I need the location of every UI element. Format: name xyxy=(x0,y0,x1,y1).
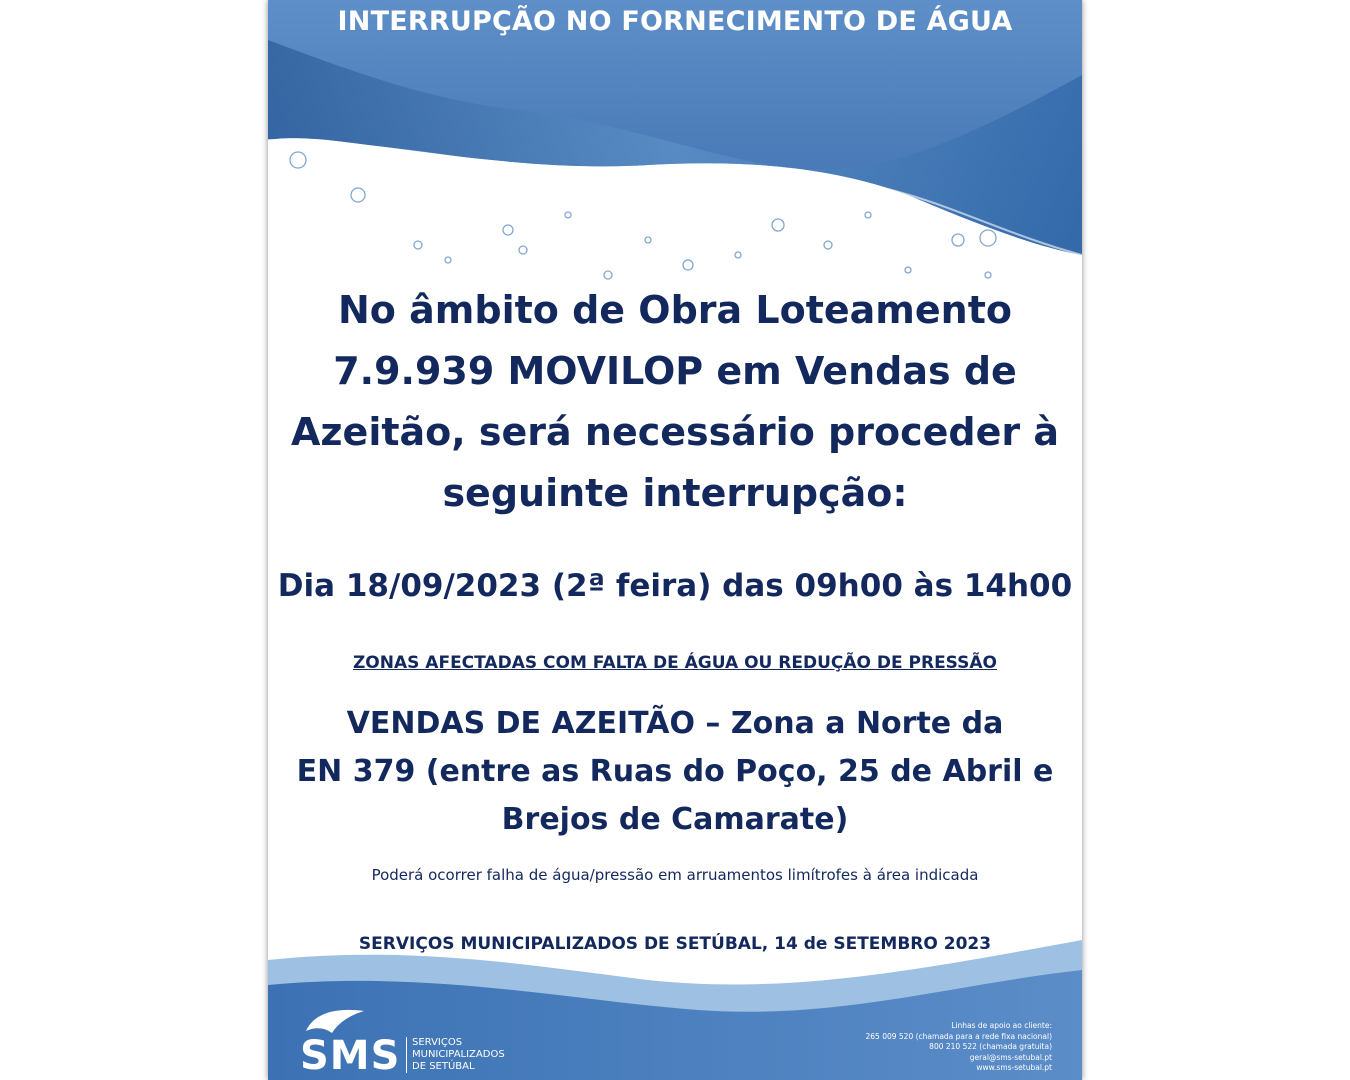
sms-logo xyxy=(300,1005,520,1080)
intro-line: No âmbito de Obra Loteamento xyxy=(337,288,1013,332)
interruption-date: Dia 18/09/2023 (2ª feira) das 09h00 às 14h00 xyxy=(277,568,1073,604)
zone-line: EN 379 (entre as Ruas do Poço, 25 de Abril e xyxy=(296,754,1054,789)
intro-line: 7.9.939 MOVILOP em Vendas de xyxy=(333,349,1017,393)
affected-zones-description xyxy=(288,700,1062,844)
zone-line: VENDAS DE AZEITÃO – Zona a Norte da xyxy=(346,706,1004,741)
contact-line: 800 210 522 (chamada gratuita) xyxy=(929,1042,1052,1051)
intro-paragraph xyxy=(288,280,1062,524)
water-splash-image xyxy=(268,0,1082,290)
intro-line: Azeitão, será necessário proceder à xyxy=(291,410,1059,454)
logo-text: SMS xyxy=(300,1033,401,1079)
logo-subtitle xyxy=(406,1037,505,1073)
logo-subtitle-line: SERVIÇOS xyxy=(412,1037,463,1048)
affected-zones-heading: ZONAS AFECTADAS COM FALTA DE ÁGUA OU REDUÇÃO DE PRESSÃO xyxy=(352,653,998,673)
contact-website: www.sms-setubal.pt xyxy=(976,1063,1052,1072)
pressure-note: Poderá ocorrer falha de água/pressão em arruamentos limítrofes à área indicada xyxy=(371,866,979,884)
notice-title: INTERRUPÇÃO NO FORNECIMENTO DE ÁGUA xyxy=(337,6,1013,37)
intro-line: seguinte interrupção: xyxy=(442,471,908,515)
contact-line: 265 009 520 (chamada para a rede fixa nacional) xyxy=(865,1031,1052,1041)
zone-line: Brejos de Camarate) xyxy=(501,802,849,837)
notice-page xyxy=(268,0,1082,1080)
contact-email: geral@sms-setubal.pt xyxy=(969,1052,1052,1062)
logo-subtitle-line: MUNICIPALIZADOS xyxy=(412,1049,505,1060)
contact-info xyxy=(866,1021,1052,1074)
contact-line: Linhas de apoio ao cliente: xyxy=(951,1021,1052,1030)
logo-subtitle-line: DE SETÚBAL xyxy=(412,1061,475,1072)
signature-line: SERVIÇOS MUNICIPALIZADOS DE SETÚBAL, 14 de SETEMBRO 2023 xyxy=(358,934,992,954)
